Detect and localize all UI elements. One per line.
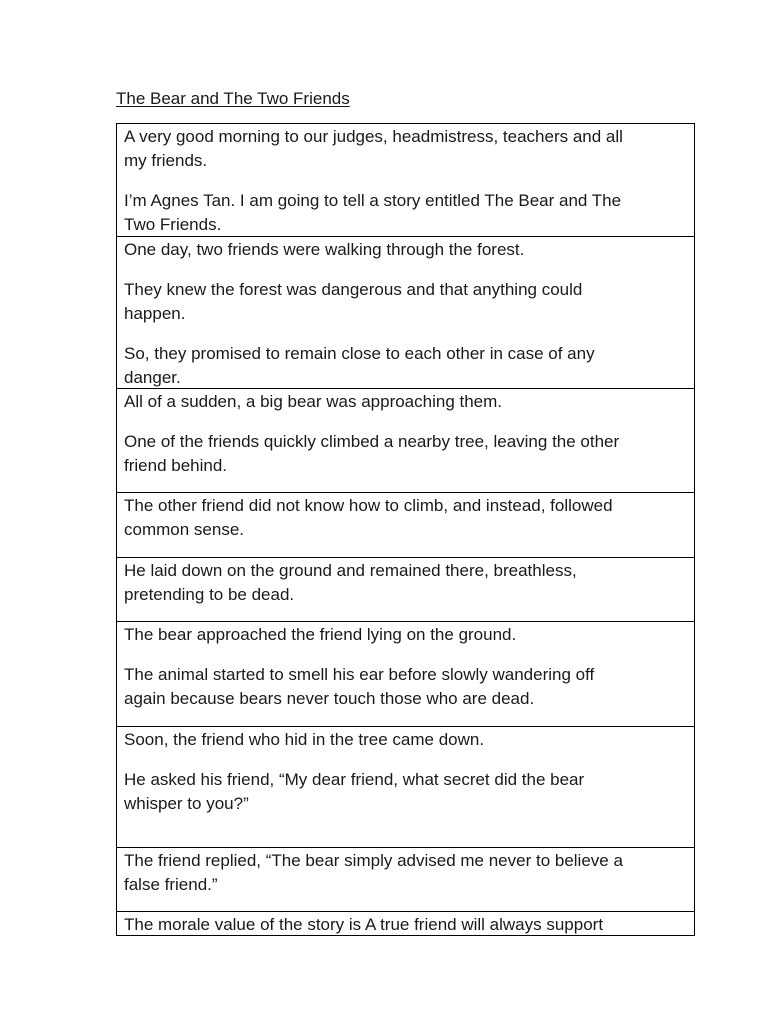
text-line: He asked his friend, “My dear friend, what secret did the bear [124, 770, 585, 789]
paragraph [124, 189, 686, 237]
text-line: whisper to you?” [124, 794, 249, 813]
paragraph [124, 559, 686, 607]
text-line: friend behind. [124, 456, 228, 475]
text-line: The morale value of the story is A true friend will always support [124, 915, 604, 934]
text-line: One day, two friends were walking through the forest. [124, 240, 525, 259]
paragraph [124, 768, 686, 816]
paragraph [124, 913, 686, 935]
story-row [117, 558, 694, 622]
story-row [117, 237, 694, 389]
story-table [116, 123, 695, 936]
text-line: again because bears never touch those who are dead. [124, 689, 535, 708]
paragraph [124, 494, 686, 542]
paragraph [124, 663, 686, 711]
text-line: The bear approached the friend lying on the ground. [124, 625, 517, 644]
text-line: Soon, the friend who hid in the tree came down. [124, 730, 485, 749]
story-row [117, 727, 694, 848]
document-title: The Bear and The Two Friends [116, 89, 350, 108]
story-row [117, 389, 694, 493]
text-line: I’m Agnes Tan. I am going to tell a story entitled The Bear and The [124, 191, 622, 210]
paragraph [124, 430, 686, 478]
paragraph [124, 390, 686, 414]
story-row [117, 493, 694, 558]
text-line: They knew the forest was dangerous and that anything could [124, 280, 583, 299]
text-line: The animal started to smell his ear before slowly wandering off [124, 665, 595, 684]
text-line: common sense. [124, 520, 244, 539]
text-line: All of a sudden, a big bear was approaching them. [124, 392, 503, 411]
paragraph [124, 623, 686, 647]
text-line: my friends. [124, 151, 208, 170]
text-line: Two Friends. [124, 215, 222, 234]
text-line: One of the friends quickly climbed a nearby tree, leaving the other [124, 432, 620, 451]
text-line: The friend replied, “The bear simply advised me never to believe a [124, 851, 623, 870]
story-row [117, 912, 694, 935]
text-line: happen. [124, 304, 186, 323]
paragraph [124, 342, 686, 389]
text-line: false friend.” [124, 875, 218, 894]
text-line: danger. [124, 368, 181, 387]
paragraph [124, 238, 686, 262]
text-line: So, they promised to remain close to each other in case of any [124, 344, 595, 363]
paragraph [124, 278, 686, 326]
story-row [117, 124, 694, 237]
text-line: The other friend did not know how to climb, and instead, followed [124, 496, 613, 515]
text-line: pretending to be dead. [124, 585, 295, 604]
paragraph [124, 849, 686, 897]
story-row [117, 622, 694, 727]
text-line: A very good morning to our judges, headmistress, teachers and all [124, 127, 623, 146]
text-line: He laid down on the ground and remained there, breathless, [124, 561, 577, 580]
story-row [117, 848, 694, 912]
paragraph [124, 125, 686, 173]
paragraph [124, 728, 686, 752]
